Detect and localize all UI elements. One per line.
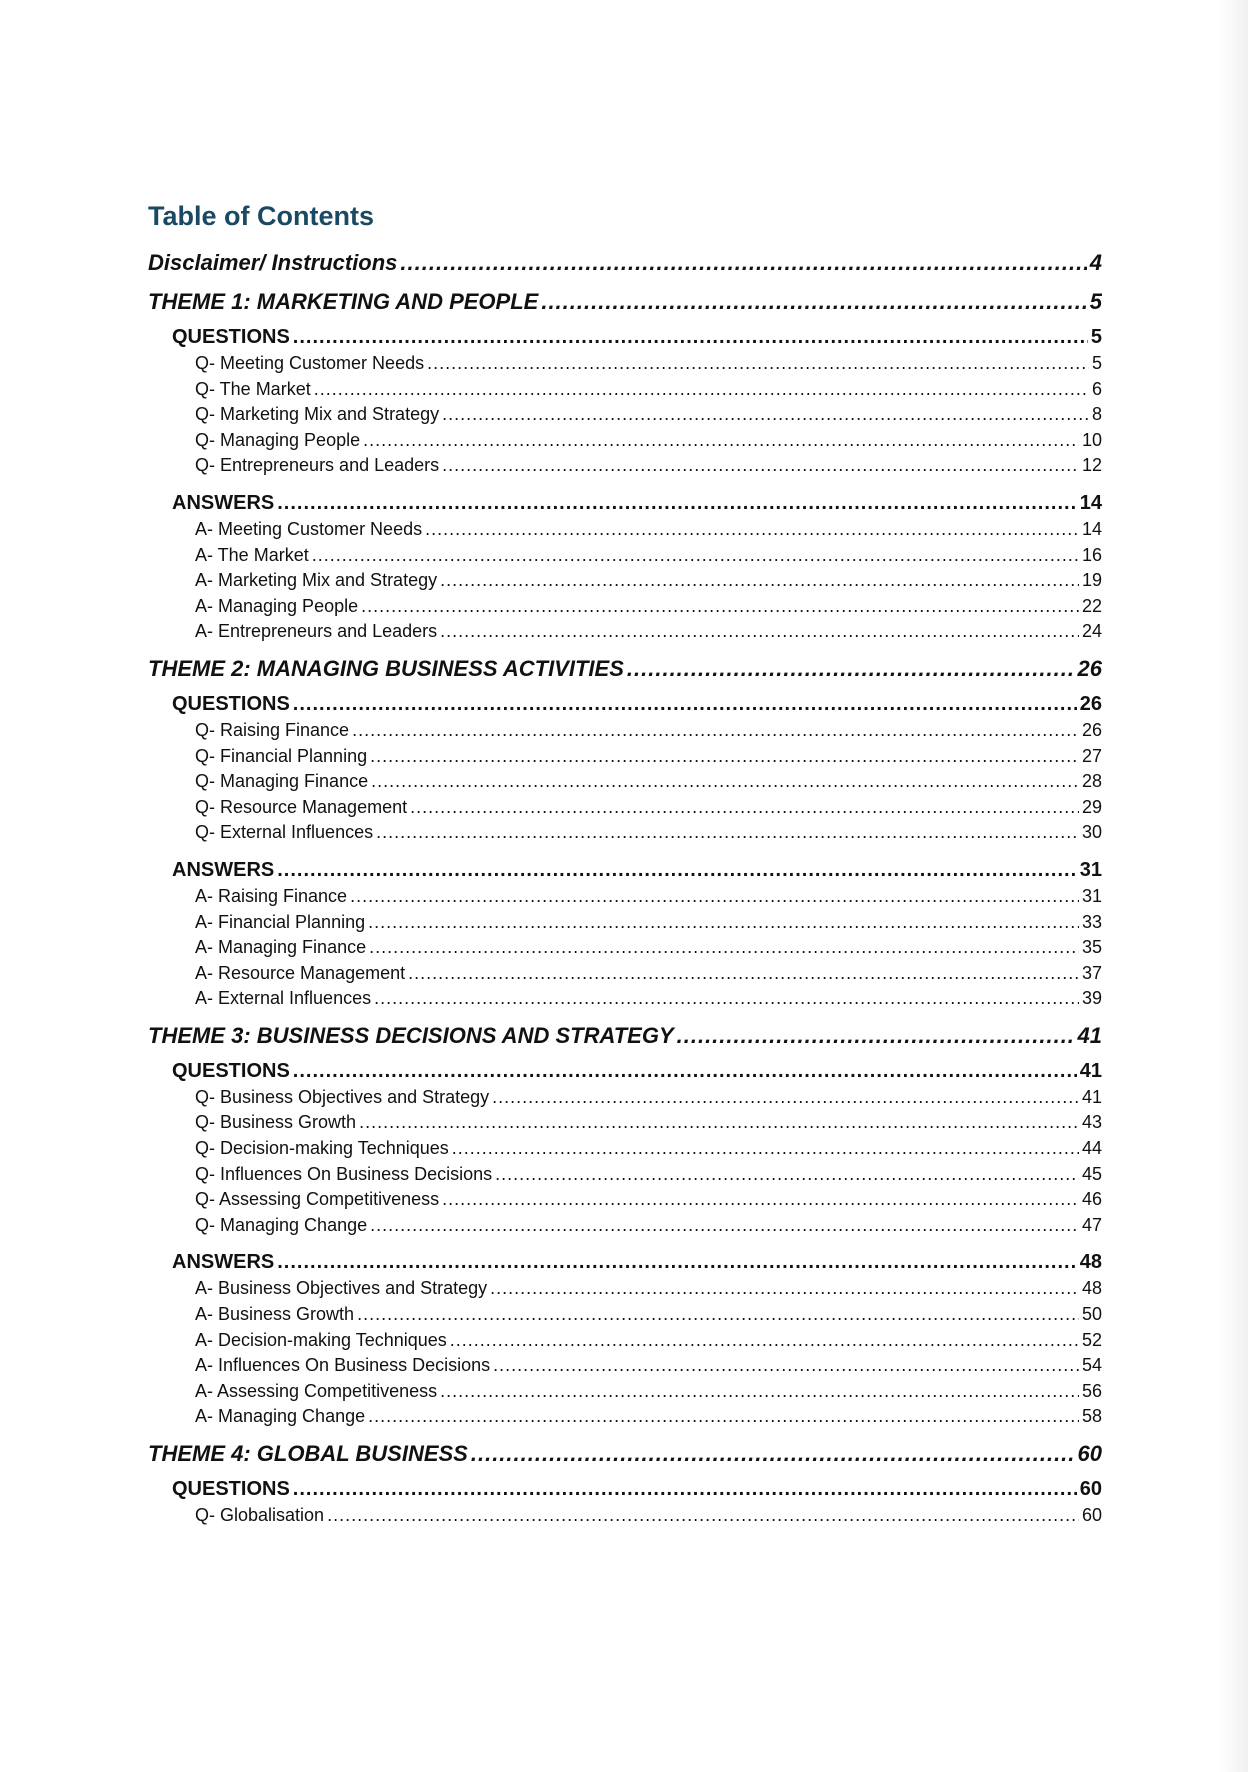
page-edge-shadow xyxy=(1220,0,1248,1772)
toc-entry-label: A- Managing People xyxy=(195,595,359,616)
toc-entry-level3[interactable] xyxy=(195,1187,1102,1213)
dot-leader xyxy=(442,402,1089,428)
toc-entry-level3[interactable] xyxy=(195,351,1102,377)
toc-entry-page-number: 31 xyxy=(1079,858,1102,881)
toc-entry-level1[interactable] xyxy=(148,654,1102,684)
toc-entry-page-number: 60 xyxy=(1081,1505,1102,1525)
toc-entry-level2[interactable] xyxy=(172,1248,1102,1276)
dot-leader xyxy=(425,517,1079,543)
dot-leader xyxy=(277,856,1077,884)
dot-leader xyxy=(541,287,1086,317)
dot-leader xyxy=(359,1110,1079,1136)
dot-leader xyxy=(440,619,1079,645)
toc-entry-level3[interactable] xyxy=(195,453,1102,479)
toc-entry-level3[interactable] xyxy=(195,795,1102,821)
dot-leader xyxy=(363,428,1079,454)
toc-entry-page-number: 44 xyxy=(1081,1138,1102,1159)
toc-entry-level3[interactable] xyxy=(195,1353,1102,1379)
toc-entry-page-number: 16 xyxy=(1081,544,1102,565)
toc-entry-level3[interactable] xyxy=(195,1302,1102,1328)
toc-entry-label: A- Managing Change xyxy=(195,1406,366,1427)
dot-leader xyxy=(371,769,1079,795)
toc-entry-page-number: 48 xyxy=(1081,1278,1102,1299)
toc-entry-label: QUESTIONS xyxy=(172,326,290,348)
dot-leader xyxy=(357,1302,1079,1328)
toc-entry-label: A- Assessing Competitiveness xyxy=(195,1380,438,1401)
toc-entry-label: ANSWERS xyxy=(172,858,275,881)
toc-entry-label: Q- Influences On Business Decisions xyxy=(195,1163,493,1184)
toc-entry-level3[interactable] xyxy=(195,1404,1102,1430)
toc-entry-level3[interactable] xyxy=(195,517,1102,543)
toc-entry-level3[interactable] xyxy=(195,935,1102,961)
toc-entry-label: Disclaimer/ Instructions xyxy=(148,250,398,275)
toc-entry-label: Q- The Market xyxy=(195,378,311,399)
toc-entry-page-number: 56 xyxy=(1081,1380,1102,1401)
toc-entry-level3[interactable] xyxy=(195,1379,1102,1405)
dot-leader xyxy=(368,910,1079,936)
toc-entry-label: A- Meeting Customer Needs xyxy=(195,518,423,539)
dot-leader xyxy=(312,543,1079,569)
toc-entry-label: A- Influences On Business Decisions xyxy=(195,1355,491,1376)
toc-entry-level3[interactable] xyxy=(195,986,1102,1012)
dot-leader xyxy=(627,654,1075,684)
toc-entry-label: A- The Market xyxy=(195,544,309,565)
toc-entry-level3[interactable] xyxy=(195,1328,1102,1354)
toc-entry-level2[interactable] xyxy=(172,323,1102,351)
toc-entry-label: ANSWERS xyxy=(172,1251,275,1274)
dot-leader xyxy=(368,1404,1079,1430)
toc-entry-label: A- Raising Finance xyxy=(195,885,348,906)
toc-entry-page-number: 8 xyxy=(1091,404,1102,425)
toc-entry-label: A- Marketing Mix and Strategy xyxy=(195,570,438,591)
toc-entry-label: A- Financial Planning xyxy=(195,911,366,932)
toc-entry-page-number: 50 xyxy=(1081,1304,1102,1325)
toc-entry-page-number: 31 xyxy=(1081,885,1102,906)
toc-entry-page-number: 5 xyxy=(1089,289,1102,314)
toc-entry-page-number: 60 xyxy=(1079,1478,1102,1500)
toc-title: Table of Contents xyxy=(148,201,374,231)
toc-entry-label: Q- Marketing Mix and Strategy xyxy=(195,404,440,425)
toc-entry-level3[interactable] xyxy=(195,594,1102,620)
toc-entry-label: THEME 2: MANAGING BUSINESS ACTIVITIES xyxy=(148,655,624,681)
toc-entry-level3[interactable] xyxy=(195,1276,1102,1302)
dot-leader xyxy=(369,935,1079,961)
toc-entry-label: ANSWERS xyxy=(172,491,275,514)
dot-leader xyxy=(408,961,1079,987)
toc-entry-page-number: 5 xyxy=(1090,326,1102,348)
toc-entry-level3[interactable] xyxy=(195,961,1102,987)
toc-entry-label: THEME 4: GLOBAL BUSINESS xyxy=(148,1441,468,1466)
toc-entry-page-number: 48 xyxy=(1079,1251,1102,1274)
dot-leader xyxy=(370,1213,1079,1239)
toc-entry-level3[interactable] xyxy=(195,543,1102,569)
toc-entry-page-number: 10 xyxy=(1081,429,1102,450)
toc-entry-label: A- Business Growth xyxy=(195,1304,355,1325)
toc-entry-label: A- Business Objectives and Strategy xyxy=(195,1278,488,1299)
dot-leader xyxy=(293,323,1088,351)
toc-entry-page-number: 14 xyxy=(1079,491,1102,514)
toc-entry-level2[interactable] xyxy=(172,489,1102,517)
toc-entry-label: QUESTIONS xyxy=(172,692,290,715)
toc-entry-label: Q- Raising Finance xyxy=(195,719,350,740)
dot-leader xyxy=(277,489,1077,517)
toc-entry-level3[interactable] xyxy=(195,568,1102,594)
toc-entry-level2[interactable] xyxy=(172,1475,1102,1503)
toc-entry-level3[interactable] xyxy=(195,1503,1102,1529)
dot-leader xyxy=(471,1439,1075,1469)
toc-entry-page-number: 4 xyxy=(1089,250,1102,275)
toc-entry-page-number: 14 xyxy=(1081,518,1102,539)
toc-entry-label: Q- Globalisation xyxy=(195,1505,325,1525)
toc-entry-level3[interactable] xyxy=(195,910,1102,936)
toc-entry-level3[interactable] xyxy=(195,884,1102,910)
dot-leader xyxy=(442,1187,1079,1213)
toc-entry-level1[interactable] xyxy=(148,1021,1102,1051)
toc-entry-label: Q- Assessing Competitiveness xyxy=(195,1189,440,1210)
toc-entry-page-number: 29 xyxy=(1081,796,1102,817)
toc-entry-label: Q- Managing People xyxy=(195,429,361,450)
toc-entry-page-number: 19 xyxy=(1081,570,1102,591)
toc-entry-page-number: 26 xyxy=(1079,692,1102,715)
toc-entry-level2[interactable] xyxy=(172,856,1102,884)
toc-entry-page-number: 6 xyxy=(1091,378,1102,399)
toc-entry-page-number: 39 xyxy=(1081,988,1102,1009)
dot-leader xyxy=(327,1503,1079,1529)
dot-leader xyxy=(277,1248,1077,1276)
toc-entry-label: Q- Decision-making Techniques xyxy=(195,1138,449,1159)
table-of-contents xyxy=(148,196,1102,1529)
dot-leader xyxy=(450,1328,1079,1354)
toc-entry-page-number: 5 xyxy=(1091,353,1102,373)
toc-entry-level3[interactable] xyxy=(195,769,1102,795)
toc-entry-page-number: 58 xyxy=(1081,1406,1102,1427)
toc-entry-page-number: 35 xyxy=(1081,937,1102,958)
toc-entry-page-number: 41 xyxy=(1077,1022,1102,1048)
toc-entry-label: A- Decision-making Techniques xyxy=(195,1329,447,1350)
toc-entry-label: THEME 1: MARKETING AND PEOPLE xyxy=(148,289,539,314)
toc-entry-page-number: 43 xyxy=(1081,1112,1102,1133)
toc-entry-page-number: 60 xyxy=(1077,1441,1102,1466)
toc-entry-page-number: 41 xyxy=(1079,1059,1102,1082)
toc-entry-label: A- Entrepreneurs and Leaders xyxy=(195,621,438,642)
toc-entry-page-number: 54 xyxy=(1081,1355,1102,1376)
toc-entry-label: A- Resource Management xyxy=(195,962,406,983)
toc-entry-page-number: 28 xyxy=(1081,771,1102,792)
toc-entry-level1[interactable] xyxy=(148,248,1102,278)
toc-entry-level3[interactable] xyxy=(195,619,1102,645)
toc-entry-page-number: 12 xyxy=(1081,455,1102,476)
toc-entries xyxy=(148,248,1102,1529)
toc-entry-level3[interactable] xyxy=(195,1110,1102,1136)
toc-entry-page-number: 41 xyxy=(1081,1086,1102,1107)
toc-entry-level3[interactable] xyxy=(195,428,1102,454)
toc-entry-level3[interactable] xyxy=(195,1162,1102,1188)
toc-entry-label: Q- Financial Planning xyxy=(195,745,368,766)
toc-entry-level2[interactable] xyxy=(172,690,1102,718)
toc-entry-level3[interactable] xyxy=(195,1213,1102,1239)
toc-entry-label: THEME 3: BUSINESS DECISIONS AND STRATEGY xyxy=(148,1022,674,1048)
dot-leader xyxy=(427,351,1089,377)
toc-entry-label: Q- Business Objectives and Strategy xyxy=(195,1086,490,1107)
toc-entry-page-number: 22 xyxy=(1081,595,1102,616)
dot-leader xyxy=(400,248,1086,278)
toc-entry-page-number: 33 xyxy=(1081,911,1102,932)
dot-leader xyxy=(376,820,1079,846)
toc-entry-page-number: 30 xyxy=(1081,822,1102,843)
dot-leader xyxy=(350,884,1079,910)
toc-entry-label: Q- Entrepreneurs and Leaders xyxy=(195,455,440,476)
toc-entry-label: A- External Influences xyxy=(195,988,372,1009)
toc-entry-page-number: 45 xyxy=(1081,1163,1102,1184)
toc-entry-level3[interactable] xyxy=(195,1136,1102,1162)
toc-entry-level3[interactable] xyxy=(195,744,1102,770)
dot-leader xyxy=(440,1379,1079,1405)
toc-entry-level3[interactable] xyxy=(195,377,1102,403)
toc-entry-label: Q- Resource Management xyxy=(195,796,408,817)
toc-entry-page-number: 27 xyxy=(1081,745,1102,766)
toc-entry-label: Q- Managing Finance xyxy=(195,771,369,792)
dot-leader xyxy=(293,1057,1077,1085)
dot-leader xyxy=(442,453,1079,479)
toc-entry-level1[interactable] xyxy=(148,287,1102,317)
toc-entry-label: Q- Managing Change xyxy=(195,1214,368,1235)
toc-entry-page-number: 46 xyxy=(1081,1189,1102,1210)
dot-leader xyxy=(314,377,1089,403)
dot-leader xyxy=(490,1276,1079,1302)
toc-entry-label: Q- External Influences xyxy=(195,822,374,843)
toc-entry-page-number: 26 xyxy=(1081,719,1102,740)
toc-entry-label: Q- Meeting Customer Needs xyxy=(195,353,425,373)
dot-leader xyxy=(677,1021,1075,1051)
dot-leader xyxy=(293,1475,1077,1503)
dot-leader xyxy=(452,1136,1079,1162)
toc-entry-page-number: 37 xyxy=(1081,962,1102,983)
toc-entry-level1[interactable] xyxy=(148,1439,1102,1469)
toc-entry-label: QUESTIONS xyxy=(172,1059,290,1082)
dot-leader xyxy=(361,594,1079,620)
dot-leader xyxy=(370,744,1079,770)
dot-leader xyxy=(374,986,1079,1012)
dot-leader xyxy=(493,1353,1079,1379)
toc-entry-level3[interactable] xyxy=(195,1085,1102,1111)
toc-entry-page-number: 24 xyxy=(1081,621,1102,642)
toc-entry-label: Q- Business Growth xyxy=(195,1112,357,1133)
dot-leader xyxy=(352,718,1079,744)
dot-leader xyxy=(492,1085,1079,1111)
toc-entry-page-number: 52 xyxy=(1081,1329,1102,1350)
dot-leader xyxy=(410,795,1079,821)
toc-entry-level3[interactable] xyxy=(195,820,1102,846)
toc-entry-page-number: 26 xyxy=(1077,655,1102,681)
dot-leader xyxy=(293,690,1077,718)
toc-entry-label: QUESTIONS xyxy=(172,1478,290,1500)
toc-entry-level2[interactable] xyxy=(172,1057,1102,1085)
toc-entry-level3[interactable] xyxy=(195,718,1102,744)
toc-entry-level3[interactable] xyxy=(195,402,1102,428)
toc-entry-label: A- Managing Finance xyxy=(195,937,367,958)
dot-leader xyxy=(440,568,1079,594)
dot-leader xyxy=(495,1162,1079,1188)
toc-entry-page-number: 47 xyxy=(1081,1214,1102,1235)
